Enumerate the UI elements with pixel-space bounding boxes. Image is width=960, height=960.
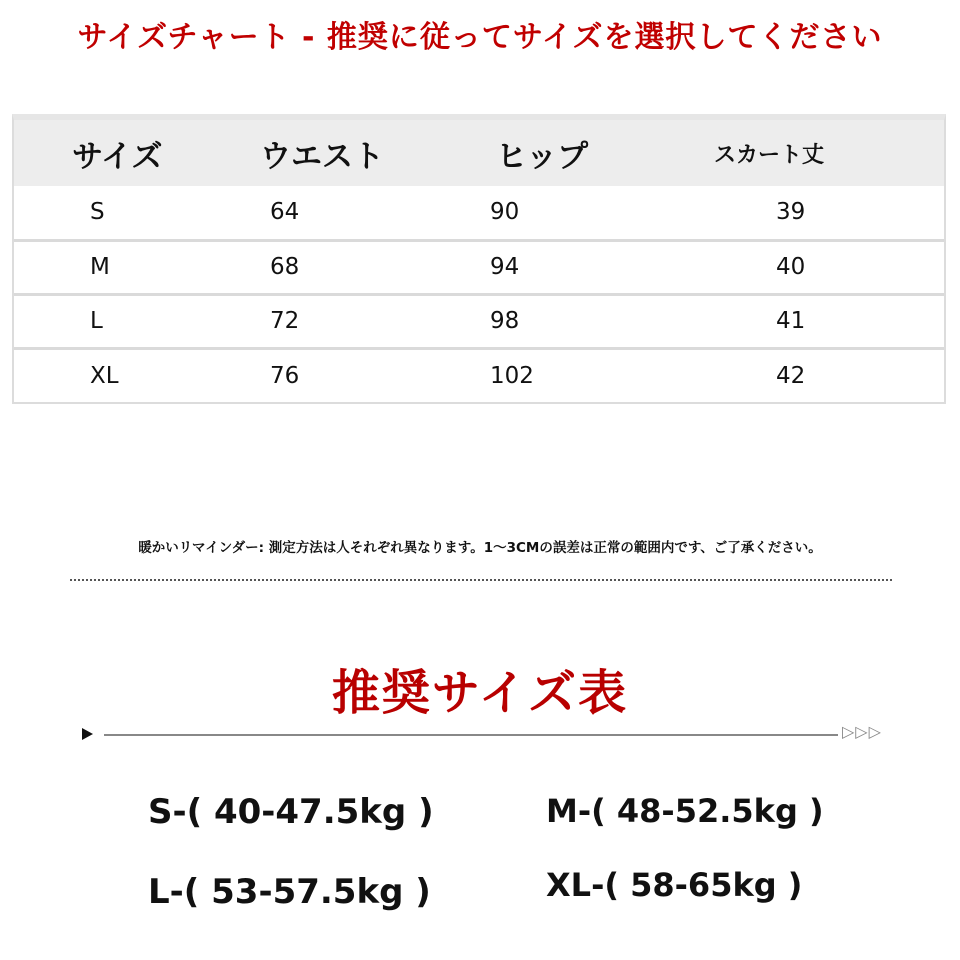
cell-skirt-length: 42 [776,362,806,389]
section-divider [82,722,894,746]
cell-skirt-length: 41 [776,308,806,334]
dotted-divider [70,579,892,581]
cell-hip: 98 [490,308,520,334]
table-row [14,240,944,294]
cell-skirt-length: 39 [776,199,806,226]
size-chart-table-frame [12,114,946,404]
triple-arrow-icon: ▷▷▷ [842,722,882,741]
weight-range-s: S-( 40-47.5kg ) [148,792,434,832]
cell-hip: 102 [490,362,534,389]
header-hip: ヒップ [496,138,589,175]
cell-size: M [90,254,110,280]
cell-waist: 68 [270,254,300,280]
page-title: サイズチャート - 推奨に従ってサイズを選択してください [77,20,883,55]
size-chart-table [14,120,944,402]
weight-range-xl: XL-( 58-65kg ) [546,866,803,904]
header-skirt-length: スカート丈 [714,142,825,168]
header-waist: ウエスト [260,138,384,175]
cell-skirt-length: 40 [776,254,806,280]
table-row [14,348,944,402]
measurement-reminder: 暖かいリマインダー: 測定方法は人それぞれ異なります。1～3CMの誤差は正常の範囲内です、ご了承ください。 [138,540,822,556]
weight-range-m: M-( 48-52.5kg ) [546,792,824,830]
cell-waist: 76 [270,362,300,389]
divider-line [104,734,838,736]
table-row [14,186,944,240]
cell-waist: 72 [270,308,300,334]
cell-size: L [90,308,103,334]
cell-size: XL [90,362,119,389]
cell-hip: 94 [490,254,520,280]
table-row [14,294,944,348]
cell-hip: 90 [490,199,520,226]
play-arrow-icon [82,728,93,740]
weight-range-l: L-( 53-57.5kg ) [148,872,431,912]
header-size: サイズ [72,138,163,175]
cell-size: S [90,199,105,226]
table-header-row [14,120,944,186]
recommended-size-title: 推奨サイズ表 [331,665,629,721]
cell-waist: 64 [270,199,300,226]
